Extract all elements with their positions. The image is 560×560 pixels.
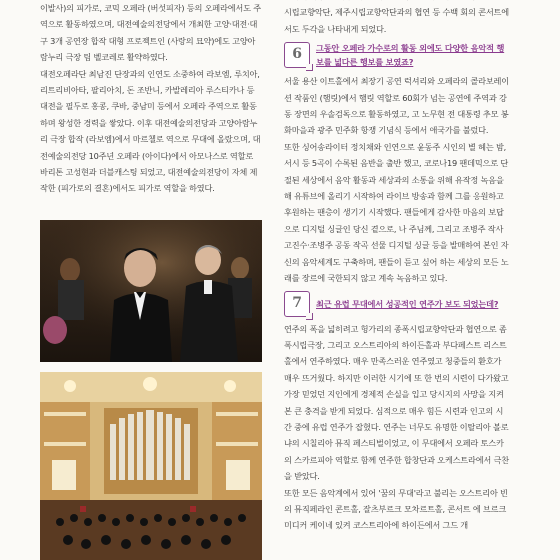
- answer-6-paragraph-1: 서울 용산 이트홀에서 최장기 공연 럭셔리와 오페라의 콜라보레이션 작품인 (햄릿)에서 햄릿 역할로 60회가 넘는 공연에 주역과 강동 장면의 우솔검독으로 활동하였고, 고 노무현 전 대통령 추모 봉화마을과 광주 민주화 항쟁 기념식 등에서 애국가를 불렀다.: [284, 76, 509, 136]
- question-text: 그동안 오페라 가수로의 활동 외에도 다양한 음악적 행보를 넓다른 행보를 보였죠?: [316, 43, 505, 68]
- question-number: 6: [292, 46, 302, 63]
- left-paragraph-1: 이발사)의 피가로, 코믹 오페라 (버섯피자) 등의 오페라에서도 주역으로 활동하였으며, 대전예술의전당에서 개최한 고양·대전·대구 3개 공연장 합작 대형 프로젝트인 (사랑의 묘약)에도 고양아람누리 극장 팀 벨코레로 활약하였다.: [40, 3, 261, 63]
- answer-7-paragraph-2: 또한 모든 음악계에서 있어 '꿈의 무대'라고 불리는 오스트리아 빈의 뮤직페라인 콘트홀, 잘츠부르크 모차르트홀, 콘서트 에 브르크 미디커 케이네 있켜 코스트리아에 하이든에서 그드 개: [284, 487, 508, 531]
- question-text: 최근 유럽 무대에서 성공적인 연주가 보도 되었는데?: [316, 298, 499, 309]
- right-column: [284, 0, 510, 534]
- concert-hall-photo-image: [40, 372, 262, 560]
- question-number-badge: [284, 42, 310, 68]
- question-6-heading: [284, 41, 510, 69]
- left-paragraph-2: 대전오페라단 최남진 단장과의 인연도 소중하여 라보엠, 루치아, 리트리비아타, 팔리아치, 돈 조반니, 카발레리아 루스티카나 등 대전을 필두로 홍콩, 쿠바, 중남미 등에서 오페라 주역으로 활동하며 왕성한 경력을 쌓았다. 이후 대전예술의전당과 고양아람누리 극장 합작 (라보엠)에서 마르첼로 역으로 무대에 올랐으며, 대전예술의전당 10주년 오페라 (아이다)에서 아모나스로 역할로 바리톤 고성현과 더블캐스팅 되었고, 대전예술의전당이 자체 제작한 (피가로의 결혼)에서도 피가로 역할을 하였다.: [40, 68, 261, 194]
- left-column: [40, 0, 262, 197]
- answer-6-paragraph-2: 또한 싱어송라이터 정치채와 인연으로 윤동주 시인의 별 헤는 밤, 서시 등 5곡이 수록된 음반을 출반 했고, 코로나19 팬데믹으로 단절된 세상에서 음악 활동과 세상과의 소통을 위해 유작정 녹음을 해 유튜브에 올리기 시작하여 라이브 방송과 함께 그를 응원하고 후원하는 팬층이 생기기 시작했다. 팬들에게 감사한 마음의 보답으로 디지털 싱글인 당신 곁으로, 나 주님께, 그리고 조병주 작사 고진수·조병주 공동 작곡 선물 디지털 싱글 등을 발매하여 본인 자신의 음악세계도 구축하며, 팬들이 듣고 싶어 하는 세상의 모든 노래를 장르에 국한되지 않고 계속 녹음하고 있다.: [284, 141, 509, 284]
- right-intro-paragraph: 시립교향악단, 제주시립교향악단과의 협연 등 수백 회의 콘서트에서도 두각을 나타내게 되었다.: [284, 7, 509, 34]
- question-number: 7: [292, 294, 302, 311]
- answer-7-paragraph-1: 연주의 폭을 넓히려고 헝가리의 종폭시립교향악단과 협연으로 좀폭시립극장, 그리고 오스트리아의 하이든홀과 부다페스트 리스트 홀에서 연주하였다. 매우 만족스러운 연주였고 청중들의 환호가 매우 뜨거웠다. 하지만 이러한 시기에 또 한 번의 시련이 다가왔고 가장 믿었던 지인에게 경제적 손실을 입고 당시지의 사망을 지켜본 큰 충격을 받게 되었다. 심적으로 매우 힘든 시련과 인고의 시간 중에 유럽 연주가 잡혔다. 연주는 너무도 유명한 이탈리아 볼로냐의 시칠리아 뮤직 페스티벌이었고, 이 무대에서 오페라 토스카의 스카르피아 역할로 함께 연주한 합창단과 오케스트라에서 극찬을 받았다.: [284, 323, 509, 482]
- question-7-heading: [284, 291, 510, 317]
- concert-photo: [40, 220, 262, 362]
- concert-photo-image: [40, 220, 262, 362]
- concert-hall-photo: [40, 372, 262, 560]
- question-number-badge: [284, 291, 310, 317]
